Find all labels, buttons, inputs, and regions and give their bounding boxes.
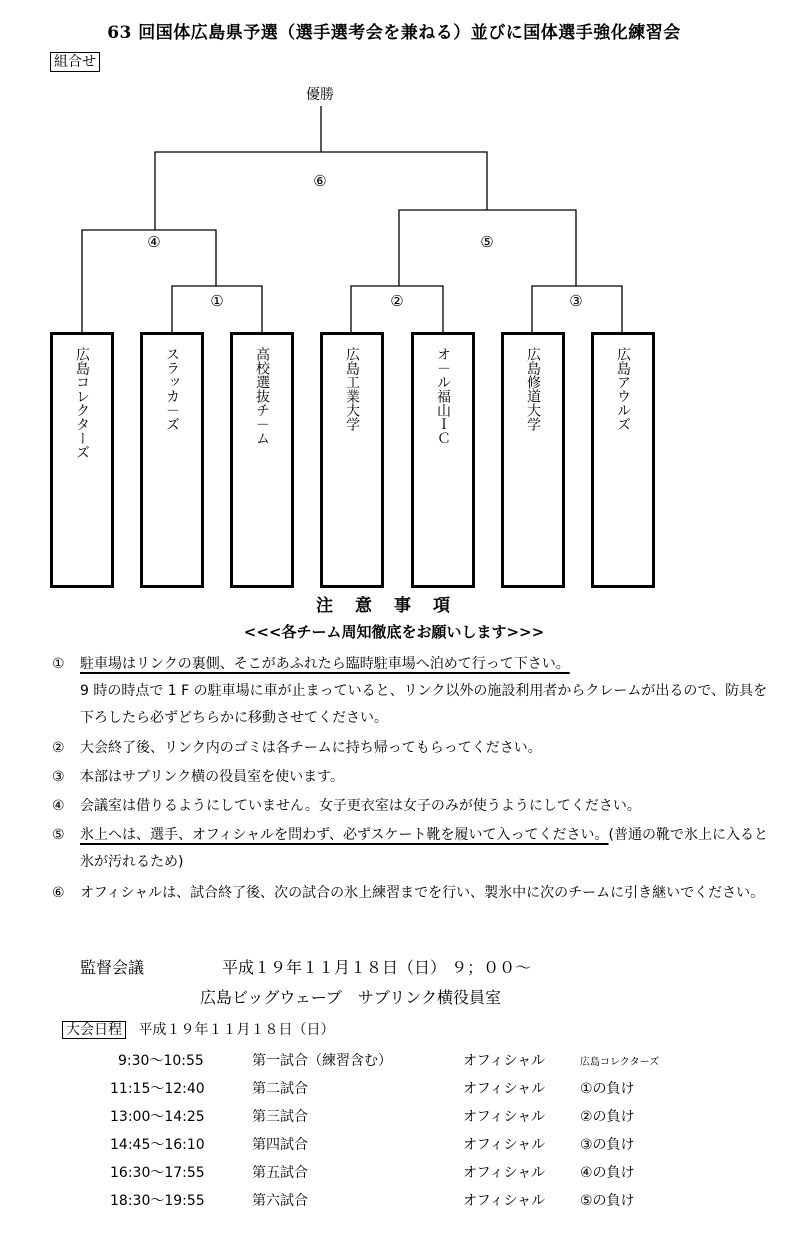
team-box-hiroshima-tech <box>320 332 384 588</box>
team-box-slackers <box>140 332 204 588</box>
team-name: オ－ル福山ＩＣ <box>435 347 451 445</box>
official-team: ①の負け <box>580 1081 635 1097</box>
schedule-row <box>0 1106 788 1132</box>
match-number-5: ⑤ <box>480 233 494 251</box>
official-team: 広島コレクターズ <box>580 1057 660 1068</box>
team-name: スラッカ－ズ <box>164 347 180 431</box>
match-number-1: ① <box>210 292 224 310</box>
note-text: (普通の靴で氷上に入ると氷が汚れるため) <box>80 827 768 870</box>
note-text: オフィシャルは、試合終了後、次の試合の氷上練習までを行い、製氷中に次のチームに引き継いでください。 <box>80 885 765 901</box>
game-name: 第二試合 <box>252 1081 308 1097</box>
official-team: ⑤の負け <box>580 1193 635 1209</box>
match-number-6: ⑥ <box>313 172 327 190</box>
champion-label: 優勝 <box>306 87 334 103</box>
note-item <box>52 735 772 762</box>
official-label: オフィシャル <box>463 1081 546 1097</box>
team-box-hiroshima-collectors <box>50 332 114 588</box>
note-number: ⑤ <box>52 827 65 843</box>
schedule-row <box>0 1050 788 1076</box>
team-name: 高校選抜チ－ム <box>254 347 270 445</box>
schedule-label: 大会日程 <box>62 1021 126 1039</box>
schedule-row <box>0 1162 788 1188</box>
game-time: 9:30～10:55 <box>118 1053 204 1069</box>
note-text: 会議室は借りるようにしていません。女子更衣室は女子のみが使うようにしてください。 <box>80 798 641 814</box>
team-box-all-fukuyama <box>411 332 475 588</box>
game-name: 第六試合 <box>252 1193 308 1209</box>
team-name: 広島アウルズ <box>615 347 631 431</box>
team-name: 広島工業大学 <box>344 347 360 431</box>
schedule-row <box>0 1134 788 1160</box>
official-label: オフィシャル <box>463 1165 546 1181</box>
schedule-date: 平成１９年１１月１８日（日） <box>138 1022 335 1038</box>
document-title: 63 回国体広島県予選（選手選考会を兼ねる）並びに国体選手強化練習会 <box>107 23 681 43</box>
note-number: ⑥ <box>52 885 65 901</box>
note-text: 大会終了後、リンク内のゴミは各チームに持ち帰ってもらってください。 <box>80 740 542 756</box>
note-item <box>52 880 772 907</box>
note-underlined-text: 駐車場はリンクの裏側、そこがあふれたら臨時駐車場へ泊めて行って下さい。 <box>80 656 570 672</box>
match-number-3: ③ <box>569 292 583 310</box>
team-name: 広島コレクターズ <box>74 347 90 459</box>
bracket-label: 組合せ <box>50 52 100 72</box>
game-name: 第一試合（練習含む） <box>252 1053 392 1069</box>
meeting-place: 広島ビッグウェーブ サブリンク横役員室 <box>200 988 501 1007</box>
schedule-row <box>0 1190 788 1216</box>
game-time: 18:30～19:55 <box>110 1193 205 1209</box>
meeting-label: 監督会議 <box>80 958 145 977</box>
match-number-2: ② <box>390 292 404 310</box>
schedule-header <box>62 1019 334 1039</box>
note-underlined-text: 氷上へは、選手、オフィシャルを問わず、必ずスケート靴を履いて入ってください。 <box>80 827 609 843</box>
match-number-4: ④ <box>147 233 161 251</box>
official-team: ④の負け <box>580 1165 635 1181</box>
official-label: オフィシャル <box>463 1193 546 1209</box>
notes-subheading: <<<各チーム周知徹底をお願いします>>> <box>243 623 545 641</box>
game-time: 11:15～12:40 <box>110 1081 205 1097</box>
team-box-hiroshima-owls <box>591 332 655 588</box>
note-item <box>52 764 772 791</box>
game-time: 13:00～14:25 <box>110 1109 205 1125</box>
official-team: ②の負け <box>580 1109 635 1125</box>
official-label: オフィシャル <box>463 1109 546 1125</box>
note-text: 9 時の時点で 1 F の駐車場に車が止まっていると、リンク以外の施設利用者からクレームが出るので、防具を下ろしたら必ずどちらかに移動させてください。 <box>80 683 768 726</box>
team-box-hiroshima-shudo <box>501 332 565 588</box>
official-label: オフィシャル <box>463 1053 546 1069</box>
note-number: ① <box>52 656 65 672</box>
note-number: ③ <box>52 769 65 785</box>
game-name: 第三試合 <box>252 1109 308 1125</box>
note-item <box>52 793 772 820</box>
note-text: 本部はサブリンク横の役員室を使います。 <box>80 769 345 785</box>
meeting-datetime: 平成１９年１１月１８日（日） ９；００～ <box>222 958 532 977</box>
official-label: オフィシャル <box>463 1137 546 1153</box>
team-box-high-school-select <box>230 332 294 588</box>
official-team: ③の負け <box>580 1137 635 1153</box>
note-number: ② <box>52 740 65 756</box>
note-item <box>52 651 772 732</box>
game-time: 14:45～16:10 <box>110 1137 205 1153</box>
note-number: ④ <box>52 798 65 814</box>
team-name: 広島修道大学 <box>525 347 541 431</box>
notes-heading: 注意事項 <box>316 596 472 616</box>
schedule-row <box>0 1078 788 1104</box>
note-item <box>52 822 772 876</box>
game-name: 第五試合 <box>252 1165 308 1181</box>
game-time: 16:30～17:55 <box>110 1165 205 1181</box>
game-name: 第四試合 <box>252 1137 308 1153</box>
